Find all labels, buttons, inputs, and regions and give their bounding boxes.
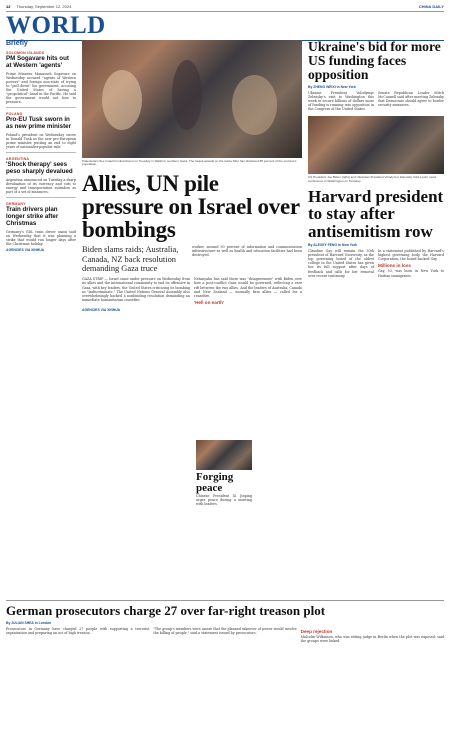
harvard-body: In a statement published by Harvard's highest governing body, the Harvard Corporation, the board backed Gay. <box>378 249 444 262</box>
main-body-col-3: worker, around 90 percent of information and communication infrastructure as well as health and education facilities had been destroyed. <box>192 245 302 258</box>
bottom-headline[interactable]: German prosecutors charge 27 over far-right treason plot <box>6 603 326 618</box>
bottom-story <box>6 600 444 645</box>
harvard-body: Claudine Gay will remain the 30th president of Harvard University, as the top governing board of the oldest college in the United States has given her its full support after days of feedback and calls for her removal over recent testimony. <box>308 249 374 278</box>
brief-kicker: ARGENTINA <box>6 157 30 162</box>
forging-peace-promo[interactable] <box>196 440 252 506</box>
main-story-photo[interactable] <box>82 40 302 158</box>
brief-headline[interactable]: PM Sogavare hits out at Western 'agents' <box>6 55 69 69</box>
brief-body: Germany's GDL train driver union said on Wednesday that it was planning a strike that would run longer days after the Christmas holiday. <box>6 229 76 246</box>
brief-headline[interactable]: Pro-EU Tusk sworn in as new prime minister <box>6 116 71 131</box>
promo-title: Forging peace <box>196 471 234 494</box>
briefly-label: Briefly <box>6 40 28 47</box>
section-masthead <box>6 12 444 41</box>
brief-body: Prime Minister Manasseh Sogavare on Wednesday accused "agents of Western powers" and foreign non-state of trying to "pull down" his government, accusing the United States of having a "geopolitical" hand in the Pacific. He said the government would not bow to pressure. <box>6 71 76 105</box>
ukraine-byline: By ZHENG WEIXI in New York <box>308 85 356 89</box>
ukraine-caption: US President Joe Biden (right) and Ukrainian President Volodymyr Zelensky hold a joint news conference in Washington on Tuesday. <box>308 174 437 183</box>
brief-item <box>6 112 76 149</box>
brief-kicker: GERMANY <box>6 202 26 207</box>
ukraine-body: Ukraine President Volodymyr Zelensky's visit to Washington this week to secure billions of dollars more of funding is running into opposition in the Congress of the United States. <box>308 91 374 112</box>
brief-item <box>6 51 76 104</box>
brief-headline[interactable]: 'Shock therapy' sees peso sharply devalued <box>6 161 73 176</box>
harvard-subhead: Millions in loss <box>378 263 411 269</box>
photo-caption: Palestinians flee Israeli bombardment on Tuesday in Rafah in southern Gaza. The Israeli assault on the Gaza Strip has displaced 85 percent of the enclave's population. <box>82 158 297 167</box>
bottom-body: "The group's members were aware that the planned takeover of power would involve the killing of people," said a statement issued by prosecutors. <box>153 626 297 635</box>
brief-item <box>6 202 76 246</box>
bottom-byline: By JULIAN SHEA in London <box>6 620 52 625</box>
main-dek: Biden slams raids; Australia, Canada, NZ back resolution demanding Gaza truce <box>82 245 179 273</box>
main-headline[interactable]: Allies, UN pile pressure on Israel over bombings <box>82 171 300 243</box>
brief-item <box>6 157 76 194</box>
main-credit: AGENCIES VIA XINHUA <box>82 307 121 312</box>
main-body-col-2: Netanyahu has said there was "disagreement" with Biden over how a post-conflict Gaza would be governed, reflecting a rare rift between the two allies. And the leaders of Australia, Canada and New Zealand — normally firm allies — called for a ceasefire. <box>194 277 302 298</box>
divider <box>6 197 76 198</box>
ukraine-body: Senate Republican Leader Mitch McConnell said after meeting Zelensky that Democrats should agree to border security measures. <box>378 91 444 108</box>
ukraine-photo[interactable] <box>308 116 444 174</box>
bottom-body: Malcolm Wilkinson, who was sitting judge in Berlin when the plot was exposed, said the groups were linked. <box>300 634 444 643</box>
right-column <box>308 40 444 280</box>
briefs-column <box>6 40 76 252</box>
paper-name: CHINA DAILY <box>418 4 444 9</box>
ukraine-headline[interactable]: Ukraine's bid for more US funding faces opposition <box>308 39 441 82</box>
promo-body: Chinese President Xi Jinping urges peace during a meeting with leaders. <box>196 494 252 507</box>
brief-headline[interactable]: Train drivers plan longer strike after Christmas <box>6 206 59 227</box>
divider <box>6 152 76 153</box>
brief-body: Argentina announced on Tuesday a sharp devaluation of its currency and cuts to energy and transportation subsidies as part of a set of measures. <box>6 177 76 195</box>
promo-photo <box>196 440 252 470</box>
main-body-col-1: GAZA STRIP — Israel came under pressure on Wednesday from its allies and the international community to end its offensive in Gaza, with key leaders, the United States criticizing its bombing as "indiscriminate." The United Nations General Assembly also overwhelmingly backed a nonbinding resolution demanding an immediate humanitarian ceasefire. <box>82 277 190 302</box>
harvard-byline: By ALEXEY FENG in New York <box>308 243 358 248</box>
harvard-body: Gay, 53, was born in New York to Haitian immigrants. <box>378 269 444 278</box>
brief-body: Poland's president on Wednesday swore in Donald Tusk as the new pro-European prime minister, putting an end to eight years of nationalist-populist rule. <box>6 132 76 150</box>
bottom-subhead: Deep rejection <box>300 628 333 634</box>
main-subhead: 'Hell on earth' <box>194 299 225 305</box>
brief-kicker: POLAND <box>6 112 23 117</box>
page-topbar <box>6 4 444 12</box>
brief-kicker: SOLOMON ISLANDS <box>6 51 45 55</box>
page-number: 12 <box>6 4 11 9</box>
briefs-credit: AGENCIES VIA XINHUA <box>6 248 45 253</box>
issue-date: Thursday, September 12, 2024 <box>16 4 72 9</box>
harvard-headline[interactable]: Harvard president to stay after antisemitism row <box>308 186 444 241</box>
section-title: WORLD <box>6 12 106 39</box>
bottom-body: Prosecutors in Germany have charged 27 people with supporting a terrorist organization and preparing an act of high treason. <box>6 626 150 635</box>
main-story <box>82 40 302 312</box>
divider <box>6 107 76 108</box>
